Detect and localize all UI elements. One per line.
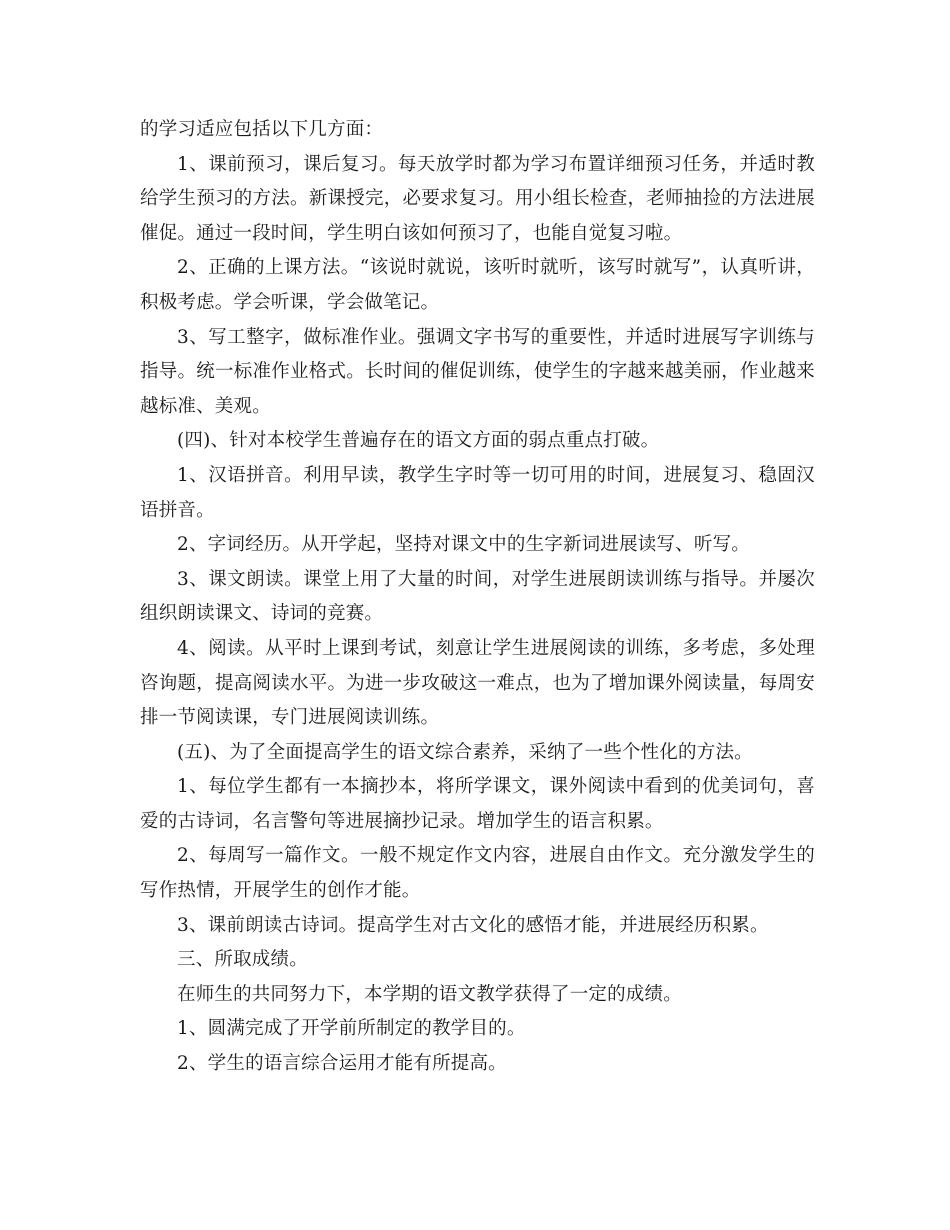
paragraph-handwriting: 3、写工整字，做标准作业。强调文字书写的重要性，并适时进展写字训练与指导。统一标准作业格式。长时间的催促训练，使学生的字越来越美丽，作业越来越标准、美观。 — [140, 326, 815, 417]
paragraph-reading: 4、阅读。从平时上课到考试，刻意让学生进展阅读的训练，多考虑，多处理咨询题，提高阅读水平。为进一步攻破这一难点，也为了增加课外阅读量，每周安排一节阅读课，专门进展阅读训练。 — [140, 637, 815, 729]
paragraph-excerpt-notebook: 1、每位学生都有一本摘抄本，将所学课文，课外阅读中看到的优美词句，喜爱的古诗词，名言警句等进展摘抄记录。增加学生的语言积累。 — [140, 776, 815, 832]
section-heading-five: (五)、为了全面提高学生的语文综合素养，采纳了一些个性化的方法。 — [177, 741, 753, 763]
paragraph-classical-poems: 3、课前朗读古诗词。提高学生对古文化的感悟才能，并进展经历积累。 — [177, 914, 769, 936]
section-heading-four: (四)、针对本校学生普遍存在的语文方面的弱点重点打破。 — [177, 430, 660, 452]
paragraph-preview-review: 1、课前预习，课后复习。每天放学时都为学习布置详细预习任务，并适时教给学生预习的方法。新课授完，必要求复习。用小组长检查，老师抽捡的方法进展催促。通过一段时间，学生明白该如何预习了，也能自觉复习啦。 — [140, 153, 815, 244]
paragraph-pinyin: 1、汉语拼音。利用早读，教学生字时等一切可用的时间，进展复习、稳固汉语拼音。 — [140, 464, 815, 521]
paragraph-vocabulary: 2、字词经历。从开学起，坚持对课文中的生字新词进展读写、听写。 — [177, 534, 750, 556]
paragraph-continuation: 的学习适应包括以下几方面： — [140, 119, 384, 140]
paragraph-achievements-intro: 在师生的共同努力下，本学期的语文教学获得了一定的成绩。 — [177, 983, 682, 1005]
paragraph-achievement-1: 1、圆满完成了开学前所制定的教学目的。 — [177, 1018, 526, 1040]
paragraph-recitation: 3、课文朗读。课堂上用了大量的时间，对学生进展朗读训练与指导。并屡次组织朗读课文、诗词的竞赛。 — [140, 568, 815, 625]
paragraph-class-method: 2、正确的上课方法。“该说时就说，该听时就听，该写时就写”，认真听讲，积极考虑。学会听课，学会做笔记。 — [140, 257, 815, 313]
document-body — [140, 113, 815, 1082]
paragraph-weekly-essay: 2、每周写一篇作文。一般不规定作文内容，进展自由作文。充分激发学生的写作热情，开展学生的创作才能。 — [140, 845, 815, 902]
section-heading-achievements: 三、所取成绩。 — [177, 949, 308, 971]
paragraph-achievement-2: 2、学生的语言综合运用才能有所提高。 — [177, 1053, 507, 1075]
